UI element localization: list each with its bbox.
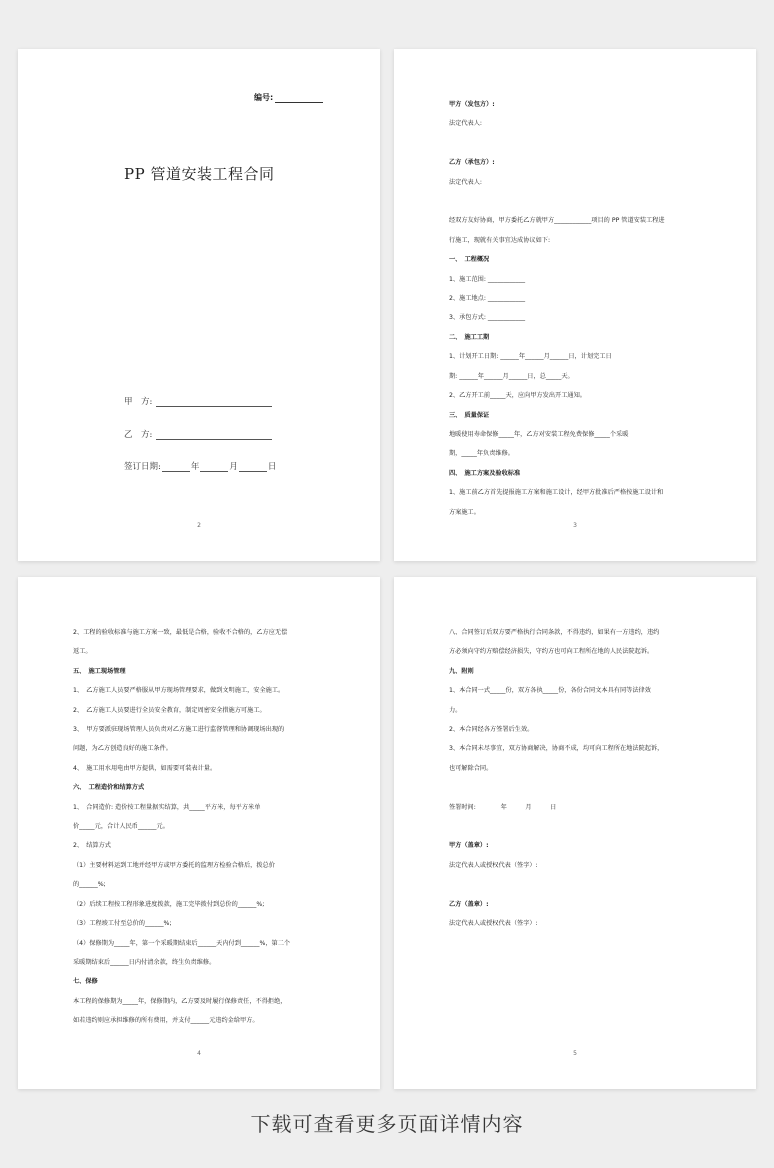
year-blank: [162, 463, 190, 472]
body-line: 返工。: [73, 648, 92, 656]
body-line: 1、 乙方施工人员要严格服从甲方现场管理要求，做到文明施工，安全施工。: [73, 687, 285, 695]
day-blank: [239, 463, 267, 472]
body-line: 1、施工前乙方首先提报施工方案和施工设计，经甲方批准后严格按施工设计和: [449, 489, 664, 497]
body-line: 3、 甲方要派驻现场管理人员负责对乙方施工进行监督管理和协调现场出现的: [73, 726, 285, 734]
body-line: 1、施工范围: ____________: [449, 275, 526, 283]
month-label: 月: [229, 462, 238, 472]
section-heading: 五、 施工现场管理: [73, 667, 126, 675]
section-heading: 四、 施工方案及验收标准: [449, 469, 521, 477]
page-4: [18, 577, 380, 1089]
section-heading: 三、 质量保证: [449, 411, 490, 419]
body-line: 3、承包方式: ____________: [449, 314, 526, 322]
party-a-label: 甲 方:: [124, 397, 153, 407]
body-line: 期: ______年______月______日，总_____天。: [449, 372, 574, 380]
page-5: [394, 577, 756, 1089]
contract-number-field: [254, 92, 323, 103]
party-a-signature-line: [124, 395, 272, 407]
body-line: 2、本合同经各方签署后生效。: [449, 726, 534, 734]
body-line: 的______%;: [73, 881, 106, 889]
body-line: 八、合同签订后双方要严格执行合同条款，不得违约，如果有一方违约，违约: [449, 629, 660, 636]
body-line: 力。: [449, 706, 462, 714]
party-b-label: 乙 方:: [124, 430, 153, 440]
page-4-body: [73, 623, 340, 1031]
body-line: 3、本合同未尽事宜，双方协商解决，协商不成，均可向工程所在地法院起诉，: [449, 745, 664, 753]
body-line: 价_____元，合计人民币______元。: [73, 823, 169, 831]
body-line: [449, 134, 716, 153]
body-line: 1、 合同造价: 造价按工程量据实结算，共_____平方米，每平方米单: [73, 803, 261, 811]
day-label: 日: [267, 462, 277, 472]
body-line: 1、计划开工日期: ______年______月______日，计划完工日: [449, 353, 612, 361]
body-line: 签署时间: 年 月 日: [449, 803, 557, 811]
body-line: 法定代表人或授权代表（签字）:: [449, 861, 538, 869]
page-number: 3: [573, 522, 577, 529]
body-line: 2、施工地点: ____________: [449, 295, 526, 303]
body-line: 2、 结算方式: [73, 842, 111, 850]
body-line: 2、工程的验收标准与施工方案一致，最低是合格，验收不合格的，乙方应无偿: [73, 629, 288, 636]
body-line: 法定代表人:: [449, 120, 483, 128]
contract-number-label: 编号:: [254, 93, 274, 102]
section-heading: 二、 施工工期: [449, 333, 490, 341]
page-number: 2: [197, 522, 201, 529]
body-line: 方案施工。: [449, 508, 480, 516]
section-heading: 七、保修: [73, 978, 98, 986]
page-number: 5: [573, 1050, 577, 1057]
body-line: （2）后续工程按工程形象进度拨款，施工完毕拨付到总价的______%;: [73, 900, 265, 908]
body-line: 如若违约则应承担维修的所有费用，并支付______元违约金给甲方。: [73, 1017, 259, 1025]
body-line: 采暖期结束后______日内付清余款，终生负责维修。: [73, 958, 216, 966]
contract-number-blank: [275, 94, 323, 103]
section-heading: 六、 工程造价和结算方式: [73, 784, 145, 792]
body-line: （1）主要材料运到工地并经甲方或甲方委托的监理方检验合格后，拨总价: [73, 861, 275, 869]
party-b-blank: [156, 431, 272, 440]
body-line: [449, 817, 716, 836]
sign-date-line: [124, 460, 276, 472]
body-line: [449, 778, 716, 797]
body-line: 期，_____年负责维修。: [449, 450, 514, 458]
contract-title: PP 管道安装工程合同: [124, 165, 275, 183]
month-blank: [200, 463, 228, 472]
section-heading: 甲方（发包方）:: [449, 101, 495, 108]
body-line: 本工程的保修期为_____年，保修期内，乙方要及时履行保修责任，不得拒绝，: [73, 997, 287, 1005]
body-line: 4、 施工用水用电由甲方提供，如需要可装表计量。: [73, 764, 217, 772]
download-more-caption: 下载可查看更多页面详情内容: [250, 1112, 524, 1136]
body-line: （3）工程竣工付至总价的______%;: [73, 920, 172, 928]
body-line: 行施工，现就有关事宜达成协议如下:: [449, 236, 551, 244]
body-line: 2、乙方开工前_____天，应向甲方发出开工通知。: [449, 392, 586, 400]
section-heading: 甲方（盖章）:: [449, 842, 489, 850]
page-2-cover: [18, 49, 380, 561]
sign-date-label: 签订日期:: [124, 462, 161, 472]
body-line: [449, 875, 716, 894]
body-line: 问题，为乙方创造良好的施工条件。: [73, 745, 172, 753]
body-line: 法定代表人或授权代表（签字）:: [449, 920, 538, 928]
body-line: 地暖使用寿命保修_____年，乙方对安装工程免费保修_____个采暖: [449, 430, 629, 438]
section-heading: 一、 工程概况: [449, 256, 490, 264]
body-line: 也可解除合同。: [449, 764, 493, 772]
body-line: 2、 乙方施工人员要进行全员安全教育，制定周密安全措施方可施工。: [73, 706, 266, 714]
party-a-blank: [156, 398, 272, 407]
body-line: 经双方友好协商，甲方委托乙方就甲方____________项目的 PP 管道安装工程进: [449, 217, 665, 225]
party-b-signature-line: [124, 428, 272, 440]
body-line: 方必须向守约方赔偿经济损失，守约方也可向工程所在地的人民法院起诉。: [449, 648, 654, 656]
page-3: [394, 49, 756, 561]
section-heading: 九、附则: [449, 667, 474, 675]
body-line: 1、本合同一式_____份，双方各执_____份，各份合同文本具有同等法律效: [449, 687, 651, 695]
body-line: [449, 192, 716, 211]
body-line: 法定代表人:: [449, 178, 483, 186]
body-line: （4）保修期为_____年，第一个采暖期结束后______天内付到______%，第二个: [73, 939, 291, 947]
year-label: 年: [190, 462, 200, 472]
page-number: 4: [197, 1050, 201, 1057]
section-heading: 乙方（盖章）:: [449, 900, 489, 908]
section-heading: 乙方（承包方）:: [449, 159, 495, 167]
page-3-body: [449, 95, 716, 522]
page-5-body: [449, 623, 716, 934]
